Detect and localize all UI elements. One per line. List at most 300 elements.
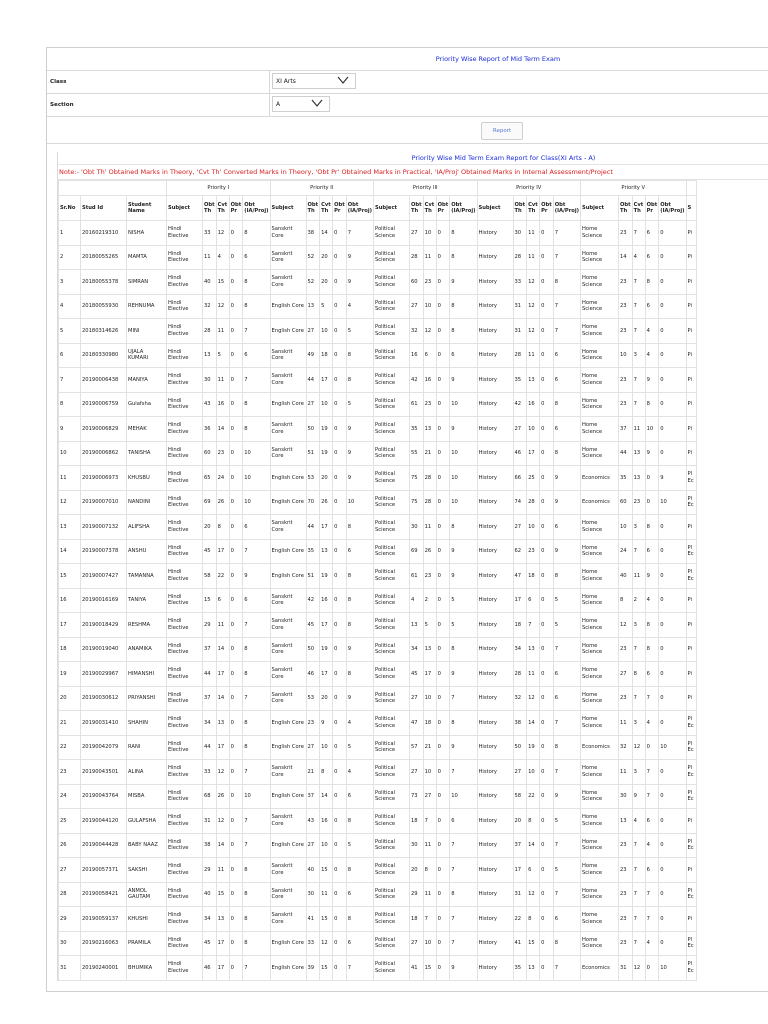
table-cell: Hindi Elective xyxy=(167,956,203,981)
table-cell: 30 xyxy=(306,882,320,907)
table-cell: 6 xyxy=(423,343,436,368)
table-cell: 0 xyxy=(540,245,554,270)
table-cell: 34 xyxy=(410,637,424,662)
table-cell: 20190240001 xyxy=(81,956,127,981)
table-cell: 0 xyxy=(229,662,243,687)
section-select[interactable] xyxy=(272,96,330,112)
table-cell: 6 xyxy=(645,858,659,883)
table-cell: 30 xyxy=(410,515,424,540)
column-header-cvt-th: Cvt Th xyxy=(216,196,229,221)
table-cell: 0 xyxy=(540,539,554,564)
table-cell: 31 xyxy=(203,809,217,834)
table-cell: English Core xyxy=(270,564,306,589)
table-cell: 0 xyxy=(659,931,686,956)
table-cell: 7 xyxy=(243,760,270,785)
table-cell: 6 xyxy=(243,588,270,613)
table-cell: 7 xyxy=(450,931,477,956)
table-cell: 52 xyxy=(306,270,320,295)
table-cell: 17 xyxy=(320,613,333,638)
table-cell: 8 xyxy=(450,221,477,246)
column-header-subject: Subject xyxy=(270,196,306,221)
table-cell: 8 xyxy=(553,270,580,295)
table-cell: History xyxy=(477,221,513,246)
table-cell: Political Science xyxy=(374,809,410,834)
table-cell: 34 xyxy=(513,637,527,662)
column-header-subject: Subject xyxy=(167,196,203,221)
table-cell: 23 xyxy=(619,686,633,711)
table-cell: 7 xyxy=(553,245,580,270)
column-header-row xyxy=(59,196,697,221)
table-cell: 20190043501 xyxy=(81,760,127,785)
table-cell: 12 xyxy=(527,319,540,344)
table-row xyxy=(59,613,697,638)
report-button[interactable]: Report xyxy=(481,122,523,140)
table-cell: 0 xyxy=(540,588,554,613)
table-cell: 5 xyxy=(320,294,333,319)
table-cell: BHUMIKA xyxy=(127,956,167,981)
table-cell: 0 xyxy=(540,392,554,417)
table-cell: 7 xyxy=(243,833,270,858)
table-cell: 7 xyxy=(632,931,645,956)
table-cell: 7 xyxy=(632,294,645,319)
table-cell: History xyxy=(477,294,513,319)
table-cell: 7 xyxy=(632,882,645,907)
table-cell: 0 xyxy=(333,417,347,442)
table-cell: 0 xyxy=(659,515,686,540)
table-cell: MANIYA xyxy=(127,368,167,393)
table-cell: 6 xyxy=(216,588,229,613)
table-cell: Pl Ec xyxy=(686,711,696,736)
table-cell: PRAMILA xyxy=(127,931,167,956)
table-cell: 41 xyxy=(513,931,527,956)
table-cell: 8 xyxy=(423,858,436,883)
table-cell: 20 xyxy=(59,686,81,711)
table-cell: 0 xyxy=(229,931,243,956)
table-cell: 27 xyxy=(306,735,320,760)
table-cell: 8 xyxy=(216,515,229,540)
table-cell: 28 xyxy=(410,245,424,270)
table-cell: 7 xyxy=(450,686,477,711)
table-cell: 11 xyxy=(527,343,540,368)
table-cell: 7 xyxy=(423,907,436,932)
table-cell: 19 xyxy=(527,735,540,760)
table-cell: Hindi Elective xyxy=(167,368,203,393)
table-cell: Political Science xyxy=(374,466,410,491)
table-cell: 13 xyxy=(203,343,217,368)
table-cell: 14 xyxy=(216,417,229,442)
table-cell: Sanskrit Core xyxy=(270,270,306,295)
column-header-obt-th: Obt Th xyxy=(410,196,424,221)
table-cell: 6 xyxy=(645,294,659,319)
table-cell: 8 xyxy=(243,221,270,246)
priority-header-row xyxy=(59,181,697,196)
table-cell: 7 xyxy=(553,294,580,319)
table-cell: Sanskrit Core xyxy=(270,588,306,613)
table-cell: 27 xyxy=(410,760,424,785)
table-cell: 40 xyxy=(619,564,633,589)
table-cell: Economics xyxy=(581,735,619,760)
table-row xyxy=(59,907,697,932)
table-cell: 8 xyxy=(243,711,270,736)
table-cell: 35 xyxy=(410,417,424,442)
table-cell: Home Science xyxy=(581,392,619,417)
table-cell: 5 xyxy=(346,833,373,858)
table-cell: 5 xyxy=(553,588,580,613)
table-cell: 27 xyxy=(306,392,320,417)
table-cell: 6 xyxy=(346,882,373,907)
table-row xyxy=(59,588,697,613)
table-cell: 0 xyxy=(659,539,686,564)
table-cell: GULAFSHA xyxy=(127,809,167,834)
table-cell: 0 xyxy=(659,809,686,834)
table-row xyxy=(59,686,697,711)
table-cell: 12 xyxy=(619,613,633,638)
section-row xyxy=(47,94,768,117)
table-cell: 11 xyxy=(632,417,645,442)
table-cell: 0 xyxy=(436,343,450,368)
table-cell: 7 xyxy=(632,907,645,932)
table-cell: 20190059137 xyxy=(81,907,127,932)
table-cell: 30 xyxy=(59,931,81,956)
table-cell: 0 xyxy=(436,613,450,638)
table-cell: 7 xyxy=(645,686,659,711)
table-cell: 6 xyxy=(243,515,270,540)
table-cell: 7 xyxy=(553,637,580,662)
table-cell: 13 xyxy=(216,711,229,736)
empty-header-cell xyxy=(59,181,167,196)
table-cell: 40 xyxy=(203,270,217,295)
table-cell: History xyxy=(477,392,513,417)
table-cell: 20190216063 xyxy=(81,931,127,956)
table-cell: 26 xyxy=(423,539,436,564)
table-cell: 8 xyxy=(243,858,270,883)
table-cell: 0 xyxy=(540,368,554,393)
table-cell: 9 xyxy=(632,784,645,809)
table-cell: 8 xyxy=(243,637,270,662)
table-cell: 0 xyxy=(333,392,347,417)
table-cell: Home Science xyxy=(581,833,619,858)
table-cell: 5 xyxy=(346,735,373,760)
table-cell: 53 xyxy=(306,466,320,491)
table-cell: 17 xyxy=(320,368,333,393)
table-cell: 3 xyxy=(59,270,81,295)
column-header-obt-pr: Obt Pr xyxy=(645,196,659,221)
table-row xyxy=(59,760,697,785)
table-cell: 42 xyxy=(410,368,424,393)
table-cell: 7 xyxy=(346,956,373,981)
table-cell: 4 xyxy=(632,809,645,834)
table-cell: 23 xyxy=(423,392,436,417)
table-cell: 0 xyxy=(540,784,554,809)
table-cell: 29 xyxy=(203,858,217,883)
table-cell: ALIFSHA xyxy=(127,515,167,540)
table-cell: Hindi Elective xyxy=(167,613,203,638)
table-cell: 62 xyxy=(513,539,527,564)
table-cell: 9 xyxy=(553,539,580,564)
table-cell: 10 xyxy=(423,294,436,319)
table-cell: Pl Ec xyxy=(686,490,696,515)
table-cell: Hindi Elective xyxy=(167,466,203,491)
table-cell: 8 xyxy=(619,588,633,613)
table-cell: REHNUMA xyxy=(127,294,167,319)
table-cell: 50 xyxy=(306,637,320,662)
table-cell: Hindi Elective xyxy=(167,441,203,466)
table-cell: TANISHA xyxy=(127,441,167,466)
table-cell: NANDINI xyxy=(127,490,167,515)
table-cell: 45 xyxy=(306,613,320,638)
table-cell: 12 xyxy=(320,931,333,956)
table-cell: 9 xyxy=(243,564,270,589)
table-cell: 0 xyxy=(333,613,347,638)
table-cell: 9 xyxy=(645,564,659,589)
table-cell: 20 xyxy=(410,858,424,883)
table-cell: Sanskrit Core xyxy=(270,686,306,711)
table-cell: 6 xyxy=(450,809,477,834)
table-cell: 0 xyxy=(659,760,686,785)
table-cell: 11 xyxy=(216,613,229,638)
table-cell: 35 xyxy=(513,956,527,981)
table-cell: Hindi Elective xyxy=(167,662,203,687)
table-cell: 7 xyxy=(632,833,645,858)
table-cell: 11 xyxy=(423,833,436,858)
table-cell: 8 xyxy=(346,613,373,638)
table-cell: 10 xyxy=(423,760,436,785)
empty-header-cell xyxy=(686,181,696,196)
table-cell: Political Science xyxy=(374,956,410,981)
table-cell: 20190058421 xyxy=(81,882,127,907)
table-cell: 3 xyxy=(632,343,645,368)
table-cell: 8 xyxy=(553,735,580,760)
table-cell: 6 xyxy=(553,368,580,393)
table-cell: 12 xyxy=(216,294,229,319)
table-cell: 10 xyxy=(320,735,333,760)
table-cell: 12 xyxy=(527,270,540,295)
column-header-cvt-th: Cvt Th xyxy=(320,196,333,221)
table-cell: Pi xyxy=(686,662,696,687)
table-cell: 14 xyxy=(216,637,229,662)
table-cell: 32 xyxy=(203,294,217,319)
table-cell: Pi xyxy=(686,858,696,883)
table-cell: 0 xyxy=(659,441,686,466)
table-cell: 0 xyxy=(333,588,347,613)
table-cell: 0 xyxy=(229,319,243,344)
table-cell: 21 xyxy=(306,760,320,785)
table-cell: 4 xyxy=(346,294,373,319)
table-cell: 9 xyxy=(553,490,580,515)
table-cell: 23 xyxy=(59,760,81,785)
table-cell: 20190018429 xyxy=(81,613,127,638)
table-cell: NISHA xyxy=(127,221,167,246)
table-cell: 31 xyxy=(513,319,527,344)
table-cell: 23 xyxy=(527,539,540,564)
table-cell: 19 xyxy=(320,441,333,466)
table-cell: Home Science xyxy=(581,882,619,907)
table-cell: 11 xyxy=(423,882,436,907)
table-cell: 11 xyxy=(216,319,229,344)
table-cell: 51 xyxy=(306,564,320,589)
table-cell: 11 xyxy=(619,760,633,785)
table-cell: 0 xyxy=(436,441,450,466)
table-cell: 5 xyxy=(346,319,373,344)
table-cell: Pl Ec xyxy=(686,784,696,809)
table-cell: 7 xyxy=(632,686,645,711)
table-cell: 23 xyxy=(619,221,633,246)
table-cell: 20190044428 xyxy=(81,833,127,858)
table-cell: Political Science xyxy=(374,735,410,760)
table-cell: History xyxy=(477,760,513,785)
table-cell: 47 xyxy=(410,711,424,736)
table-cell: 9 xyxy=(450,564,477,589)
table-cell: Hindi Elective xyxy=(167,907,203,932)
table-cell: Pi xyxy=(686,343,696,368)
table-cell: 13 xyxy=(59,515,81,540)
table-cell: 7 xyxy=(450,760,477,785)
table-cell: 26 xyxy=(216,490,229,515)
table-cell: 33 xyxy=(203,221,217,246)
table-cell: 0 xyxy=(436,711,450,736)
table-cell: 5 xyxy=(423,613,436,638)
table-cell: 0 xyxy=(436,417,450,442)
table-cell: 37 xyxy=(619,417,633,442)
table-cell: 8 xyxy=(645,270,659,295)
column-header-obt-ia: Obt (IA/Proj) xyxy=(553,196,580,221)
table-cell: History xyxy=(477,613,513,638)
table-cell: 10 xyxy=(243,490,270,515)
table-cell: 12 xyxy=(216,760,229,785)
table-cell: 0 xyxy=(540,809,554,834)
table-cell: 9 xyxy=(450,417,477,442)
table-cell: 0 xyxy=(229,907,243,932)
table-cell: 14 xyxy=(59,539,81,564)
table-cell: 8 xyxy=(645,637,659,662)
table-cell: 23 xyxy=(619,368,633,393)
table-cell: Hindi Elective xyxy=(167,588,203,613)
table-cell: 8 xyxy=(450,319,477,344)
table-row xyxy=(59,294,697,319)
table-cell: 45 xyxy=(203,931,217,956)
table-cell: 0 xyxy=(659,368,686,393)
table-row xyxy=(59,858,697,883)
table-cell: History xyxy=(477,417,513,442)
table-cell: 2 xyxy=(423,588,436,613)
table-cell: 7 xyxy=(553,319,580,344)
table-cell: History xyxy=(477,662,513,687)
table-cell: 10 xyxy=(527,417,540,442)
table-cell: MISBA xyxy=(127,784,167,809)
table-cell: 23 xyxy=(619,294,633,319)
table-cell: 21 xyxy=(59,711,81,736)
table-cell: 15 xyxy=(423,956,436,981)
table-cell: 7 xyxy=(553,882,580,907)
table-cell: 0 xyxy=(436,907,450,932)
class-select-value: XI Arts xyxy=(276,78,296,85)
table-cell: 7 xyxy=(553,221,580,246)
table-cell: 0 xyxy=(229,784,243,809)
table-cell: 0 xyxy=(229,392,243,417)
table-cell: 8 xyxy=(346,858,373,883)
table-cell: 32 xyxy=(513,686,527,711)
table-cell: 42 xyxy=(306,588,320,613)
table-cell: 7 xyxy=(243,613,270,638)
table-cell: 20190007132 xyxy=(81,515,127,540)
table-cell: 8 xyxy=(553,441,580,466)
table-cell: 6 xyxy=(553,343,580,368)
table-cell: 6 xyxy=(450,343,477,368)
table-cell: 4 xyxy=(645,931,659,956)
table-cell: SIMRAN xyxy=(127,270,167,295)
table-cell: 7 xyxy=(450,858,477,883)
table-cell: Home Science xyxy=(581,784,619,809)
table-cell: English Core xyxy=(270,956,306,981)
table-cell: 0 xyxy=(333,907,347,932)
table-cell: 0 xyxy=(540,515,554,540)
table-cell: 0 xyxy=(659,417,686,442)
table-cell: 9 xyxy=(320,711,333,736)
table-cell: 0 xyxy=(659,270,686,295)
table-cell: 20190007010 xyxy=(81,490,127,515)
table-cell: 0 xyxy=(333,539,347,564)
table-cell: 12 xyxy=(423,319,436,344)
table-cell: History xyxy=(477,368,513,393)
table-cell: 47 xyxy=(513,564,527,589)
table-cell: 0 xyxy=(333,931,347,956)
table-cell: 58 xyxy=(203,564,217,589)
table-cell: 24 xyxy=(59,784,81,809)
table-cell: 0 xyxy=(540,441,554,466)
table-cell: 23 xyxy=(306,711,320,736)
table-cell: 20160219310 xyxy=(81,221,127,246)
table-cell: Sanskrit Core xyxy=(270,882,306,907)
table-cell: 27 xyxy=(410,931,424,956)
table-cell: History xyxy=(477,245,513,270)
table-cell: History xyxy=(477,735,513,760)
table-cell: Home Science xyxy=(581,539,619,564)
table-cell: 40 xyxy=(306,858,320,883)
table-cell: 12 xyxy=(216,221,229,246)
table-cell: 13 xyxy=(527,368,540,393)
class-label: Class xyxy=(47,71,270,93)
table-cell: 14 xyxy=(216,833,229,858)
table-cell: Hindi Elective xyxy=(167,294,203,319)
table-cell: 6 xyxy=(59,343,81,368)
column-header-subject: Subject xyxy=(477,196,513,221)
class-select[interactable] xyxy=(272,73,356,89)
table-row xyxy=(59,662,697,687)
table-cell: Political Science xyxy=(374,686,410,711)
table-cell: 20190007378 xyxy=(81,539,127,564)
table-cell: 12 xyxy=(527,686,540,711)
table-cell: 23 xyxy=(216,441,229,466)
table-cell: 37 xyxy=(203,637,217,662)
table-cell: 9 xyxy=(346,466,373,491)
table-cell: 0 xyxy=(333,515,347,540)
table-cell: 75 xyxy=(410,466,424,491)
table-cell: 0 xyxy=(436,662,450,687)
table-row xyxy=(59,809,697,834)
table-cell: 9 xyxy=(346,417,373,442)
table-cell: 60 xyxy=(619,490,633,515)
table-cell: 0 xyxy=(659,784,686,809)
class-row xyxy=(47,71,768,94)
table-cell: 17 xyxy=(59,613,81,638)
table-cell: 4 xyxy=(346,760,373,785)
table-cell: 41 xyxy=(306,907,320,932)
table-cell: English Core xyxy=(270,711,306,736)
table-cell: 0 xyxy=(333,711,347,736)
table-cell: 0 xyxy=(333,319,347,344)
table-cell: 42 xyxy=(513,392,527,417)
table-cell: 6 xyxy=(527,588,540,613)
